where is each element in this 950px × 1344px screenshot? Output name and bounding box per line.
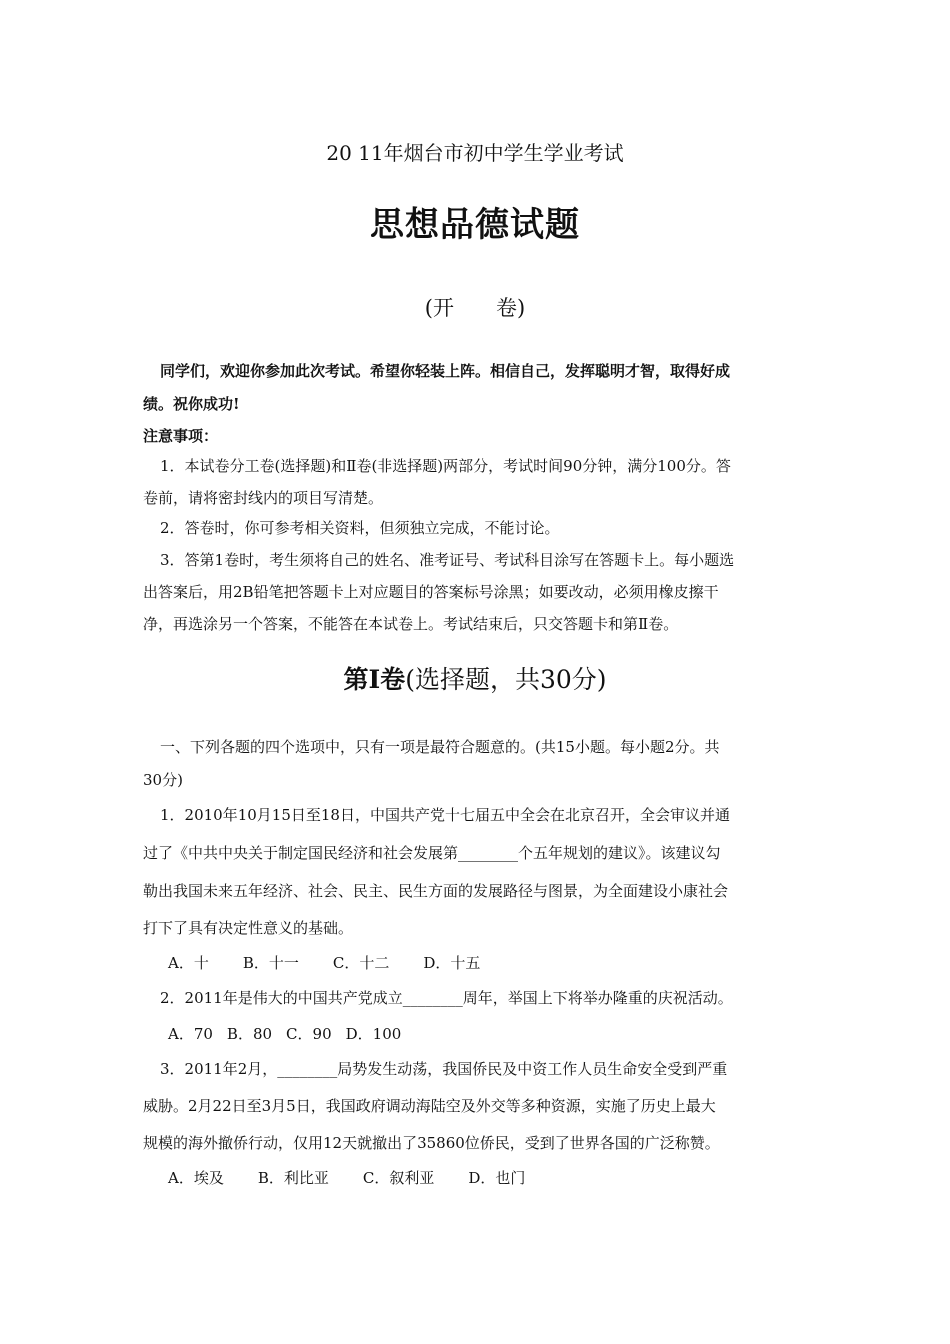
question-1-line-2: 过了《中共中央关于制定国民经济和社会发展第________个五年规划的建议》。该建议勾 xyxy=(143,844,721,862)
note-1-line-1: 1．本试卷分工卷(选择题)和Ⅱ卷(非选择题)两部分，考试时间90分钟，满分100分。答 xyxy=(160,457,731,475)
option-c: C．十二 xyxy=(332,954,390,972)
note-3-line-2: 出答案后，用2B铅笔把答题卡上对应题目的答案标号涂黑；如要改动，必须用橡皮擦干 xyxy=(143,583,719,601)
subject-title: 思想品德试题 xyxy=(370,205,580,245)
notes-heading: 注意事项： xyxy=(143,427,219,445)
option-b: B．十一 xyxy=(242,954,299,972)
option-d: D．100 xyxy=(345,1025,402,1043)
greeting-line-2: 绩。祝你成功! xyxy=(143,395,240,413)
note-3-line-3: 净，再选涂另一个答案，不能答在本试卷上。考试结束后，只交答题卡和第Ⅱ卷。 xyxy=(143,615,679,633)
instructions-line-2: 30分) xyxy=(143,771,183,789)
option-a: A．十 xyxy=(168,954,209,972)
question-1-line-4: 打下了具有决定性意义的基础。 xyxy=(143,919,354,937)
option-c: C．90 xyxy=(286,1025,332,1043)
question-1-line-1: 1．2010年10月15日至18日，中国共产党十七届五中全会在北京召开，全会审议并通 xyxy=(160,806,730,824)
note-3-line-1: 3．答第1卷时，考生须将自己的姓名、准考证号、考试科目涂写在答题卡上。每小题选 xyxy=(160,551,735,569)
instructions-line-1: 一、下列各题的四个选项中，只有一项是最符合题意的。(共15小题。每小题2分。共 xyxy=(160,738,720,756)
section-1-heading xyxy=(0,664,950,696)
question-3-line-2: 威胁。2月22日至3月5日，我国政府调动海陆空及外交等多种资源，实施了历史上最大 xyxy=(143,1097,716,1115)
question-1-options xyxy=(168,953,838,973)
exam-name: 20 11年烟台市初中学生学业考试 xyxy=(326,141,624,165)
note-1-line-2: 卷前，请将密封线内的项目写清楚。 xyxy=(143,489,384,507)
question-3-options xyxy=(168,1168,838,1188)
option-d: D．十五 xyxy=(423,954,481,972)
question-1-line-3: 勒出我国未来五年经济、社会、民主、民生方面的发展路径与图景，为全面建设小康社会 xyxy=(143,882,729,900)
question-3-line-1: 3．2011年2月，________局势发生动荡，我国侨民及中资工作人员生命安全受到严重 xyxy=(160,1060,728,1078)
option-b: B．利比亚 xyxy=(257,1169,329,1187)
question-2-options xyxy=(168,1024,838,1044)
option-a: A．70 xyxy=(168,1025,213,1043)
greeting-line-1: 同学们，欢迎你参加此次考试。希望你轻装上阵。相信自己，发挥聪明才智，取得好成 xyxy=(160,362,731,380)
option-b: B．80 xyxy=(226,1025,273,1043)
section-1-heading-bold: 第Ⅰ卷 xyxy=(343,665,406,694)
section-1-heading-rest: (选择题，共30分) xyxy=(405,665,607,694)
question-2-line-1: 2．2011年是伟大的中国共产党成立________周年，举国上下将举办隆重的庆祝活动。 xyxy=(160,989,733,1007)
option-c: C．叙利亚 xyxy=(362,1169,435,1187)
note-2: 2．答卷时，你可参考相关资料，但须独立完成，不能讨论。 xyxy=(160,519,560,537)
open-book-label: (开 卷) xyxy=(424,296,526,320)
option-a: A．埃及 xyxy=(168,1169,224,1187)
question-3-line-3: 规模的海外撤侨行动，仅用12天就撤出了35860位侨民，受到了世界各国的广泛称赞。 xyxy=(143,1134,720,1152)
option-d: D．也门 xyxy=(468,1169,526,1187)
